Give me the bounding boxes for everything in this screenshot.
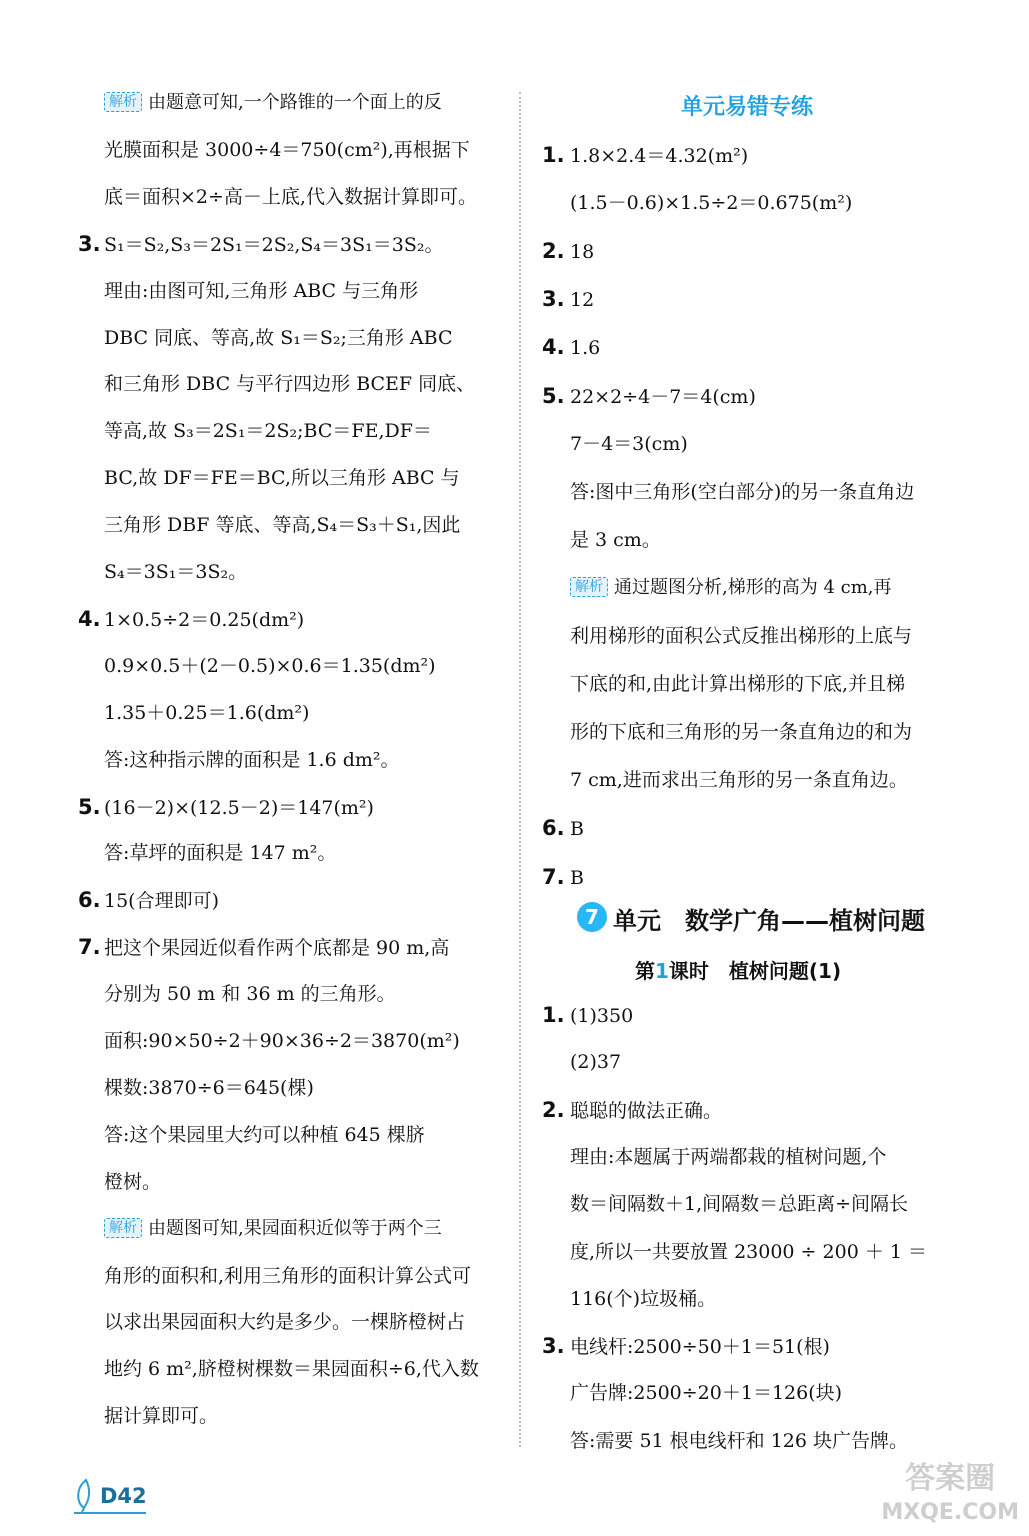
text-line: [570, 669, 905, 699]
text-line: [78, 604, 304, 635]
question-number: 4.: [542, 335, 565, 360]
text-line: [570, 1237, 927, 1267]
question-number: 2.: [542, 239, 565, 264]
question-number: 6.: [542, 816, 565, 841]
text-line: [570, 429, 688, 459]
line-text: 答:这个果园里大约可以种植 645 棵脐: [104, 1123, 425, 1146]
text-line: [542, 381, 756, 412]
line-text: 底＝面积×2÷高－上底,代入数据计算即可。: [104, 185, 477, 208]
leaf-icon: [74, 1478, 96, 1512]
line-text: 答:需要 51 根电线杆和 126 块广告牌。: [570, 1429, 909, 1452]
line-text: 广告牌:2500÷20＋1＝126(块): [570, 1382, 843, 1405]
line-text: 18: [570, 241, 595, 264]
line-text: 地约 6 m²,脐橙树棵数＝果园面积÷6,代入数: [104, 1358, 479, 1381]
column-divider: [519, 92, 521, 1447]
text-line: [104, 416, 432, 446]
text-line: [104, 463, 460, 493]
line-text: 1.8×2.4＝4.32(m²): [570, 145, 749, 167]
line-text: 电线杆:2500÷50＋1＝51(根): [570, 1336, 830, 1359]
question-number: 7.: [542, 864, 565, 889]
text-line: [104, 1261, 471, 1291]
text-line: [104, 1026, 460, 1056]
text-line: [570, 765, 908, 795]
text-line: [542, 236, 594, 267]
text-line: [570, 1189, 908, 1219]
text-line: [570, 1142, 886, 1172]
text-line: [542, 1095, 722, 1126]
line-text: 下底的和,由此计算出梯形的下底,并且梯: [570, 673, 906, 696]
question-number: 1.: [542, 1003, 565, 1027]
line-text: 7－4＝3(cm): [570, 432, 688, 455]
line-text: 等高,故 S₃＝2S₁＝2S₂;BC＝FE,DF＝: [104, 420, 432, 443]
text-line: [542, 1000, 633, 1031]
watermark-top: 答案圈: [905, 1461, 996, 1496]
text-line: [104, 1307, 465, 1337]
text-line: [104, 1214, 442, 1244]
line-text: 光膜面积是 3000÷4＝750(cm²),再根据下: [104, 138, 470, 161]
line-text: 橙树。: [104, 1170, 162, 1193]
text-line: [570, 525, 661, 555]
line-text: 以求出果园面积大约是多少。一棵脐橙树占: [104, 1311, 466, 1334]
text-line: [542, 1331, 830, 1362]
text-line: [104, 979, 396, 1009]
line-text: 12: [570, 289, 595, 312]
text-line: [104, 276, 418, 306]
unit-title: 单元 数学广角——植树问题: [613, 907, 925, 935]
page-number-underline: [74, 1512, 146, 1514]
line-text: 形的下底和三角形的另一条直角边的和为: [570, 721, 913, 744]
question-number: 5.: [78, 794, 101, 819]
text-line: [104, 651, 436, 681]
line-text: 1.35＋0.25＝1.6(dm²): [104, 701, 310, 724]
line-text: B: [570, 866, 584, 889]
line-text: B: [570, 818, 584, 841]
line-text: 把这个果园近似看作两个底都是 90 m,高: [104, 937, 450, 960]
line-text: 面积:90×50÷2＋90×36÷2＝3870(m²): [104, 1030, 460, 1052]
line-text: (2)37: [570, 1051, 622, 1074]
jiexi-label: 解析: [104, 92, 142, 112]
question-number: 3.: [78, 231, 101, 256]
line-text: 1×0.5÷2＝0.25(dm²): [104, 608, 305, 631]
text-line: [104, 323, 453, 353]
text-line: [104, 510, 460, 540]
watermark-bottom: MXQE.COM: [881, 1500, 1019, 1525]
line-text: 聪聪的做法正确。: [570, 1099, 723, 1122]
line-text: 三角形 DBF 等底、等高,S₄＝S₃＋S₁,因此: [104, 514, 461, 537]
text-line: [570, 621, 912, 651]
line-text: 0.9×0.5＋(2－0.5)×0.6＝1.35(dm²): [104, 654, 436, 677]
line-text: 利用梯形的面积公式反推出梯形的上底与: [570, 625, 913, 647]
line-text: 1.6: [570, 337, 601, 360]
text-line: [570, 477, 914, 507]
question-number: 6.: [78, 888, 101, 913]
line-text: 答:这种指示牌的面积是 1.6 dm²。: [104, 748, 400, 771]
text-line: [78, 229, 444, 260]
line-text: 通过题图分析,梯形的高为 4 cm,再: [614, 576, 892, 598]
line-text: 和三角形 DBC 与平行四边形 BCEF 同底、: [104, 373, 476, 396]
line-text: 据计算即可。: [104, 1405, 219, 1428]
question-number: 7.: [78, 935, 101, 960]
lesson-suffix: 课时 植树问题(1): [668, 959, 842, 983]
text-line: [78, 885, 219, 916]
section-title: 单元易错专练: [681, 95, 814, 120]
text-line: [104, 88, 442, 118]
line-text: 7 cm,进而求出三角形的另一条直角边。: [570, 769, 908, 792]
jiexi-label: 解析: [570, 577, 608, 597]
question-number: 1.: [542, 143, 565, 167]
text-line: [104, 182, 477, 212]
question-number: 2.: [542, 1097, 565, 1122]
question-number: 3.: [542, 1334, 565, 1359]
text-line: [542, 140, 748, 171]
text-line: [542, 813, 584, 844]
line-text: 棵数:3870÷6＝645(棵): [104, 1076, 314, 1099]
text-line: [570, 188, 852, 218]
text-line: [542, 284, 594, 315]
line-text: 角形的面积和,利用三角形的面积计算公式可: [104, 1264, 472, 1287]
text-line: [104, 369, 475, 399]
line-text: S₁＝S₂,S₃＝2S₁＝2S₂,S₄＝3S₁＝3S₂。: [104, 233, 444, 256]
line-text: S₄＝3S₁＝3S₂。: [104, 561, 248, 583]
line-text: 理由:本题属于两端都栽的植树问题,个: [570, 1145, 887, 1168]
line-text: (1)350: [570, 1005, 634, 1027]
text-line: [78, 792, 374, 823]
text-line: [104, 1167, 161, 1197]
text-line: [104, 1354, 479, 1384]
lesson-title: [635, 955, 841, 984]
line-text: 答:图中三角形(空白部分)的另一条直角边: [570, 480, 915, 503]
lesson-number: 1: [655, 959, 669, 983]
question-number: 3.: [542, 287, 565, 312]
line-text: (1.5－0.6)×1.5÷2＝0.675(m²): [570, 192, 853, 215]
line-text: DBC 同底、等高,故 S₁＝S₂;三角形 ABC: [104, 326, 453, 349]
text-line: [570, 1378, 842, 1408]
line-text: 是 3 cm。: [570, 528, 661, 551]
text-line: [104, 1073, 314, 1103]
text-line: [104, 698, 309, 728]
text-line: [104, 1401, 218, 1431]
text-line: [104, 557, 247, 587]
text-line: [542, 862, 584, 893]
unit-number-badge: 7: [577, 902, 607, 932]
jiexi-label: 解析: [104, 1218, 142, 1238]
line-text: 数＝间隔数＋1,间隔数＝总距离÷间隔长: [570, 1193, 909, 1216]
watermark: [881, 1462, 1019, 1530]
text-line: [104, 135, 470, 165]
lesson-prefix: 第: [635, 959, 655, 983]
question-number: 4.: [78, 606, 101, 631]
text-line: [104, 838, 336, 868]
line-text: (16－2)×(12.5－2)＝147(m²): [104, 796, 374, 819]
page-number: D42: [100, 1484, 147, 1508]
line-text: BC,故 DF＝FE＝BC,所以三角形 ABC 与: [104, 467, 460, 490]
line-text: 分别为 50 m 和 36 m 的三角形。: [104, 983, 396, 1006]
line-text: 由题意可知,一个路锥的一个面上的反: [148, 92, 442, 113]
text-line: [570, 1426, 908, 1456]
text-line: [542, 332, 600, 363]
line-text: 15(合理即可): [104, 890, 220, 913]
text-line: [78, 932, 449, 963]
text-line: [104, 1120, 425, 1150]
text-line: [104, 745, 400, 775]
text-line: [570, 1284, 716, 1314]
line-text: 22×2÷4－7＝4(cm): [570, 385, 756, 408]
line-text: 答:草坪的面积是 147 m²。: [104, 842, 337, 865]
line-text: 理由:由图可知,三角形 ABC 与三角形: [104, 279, 419, 302]
question-number: 5.: [542, 383, 565, 408]
text-line: [570, 1047, 621, 1077]
text-line: [570, 573, 892, 603]
line-text: 度,所以一共要放置 23000 ÷ 200 ＋ 1 ＝: [570, 1240, 927, 1263]
text-line: [570, 717, 912, 747]
line-text: 由题图可知,果园面积近似等于两个三: [148, 1217, 442, 1239]
line-text: 116(个)垃圾桶。: [570, 1287, 717, 1310]
